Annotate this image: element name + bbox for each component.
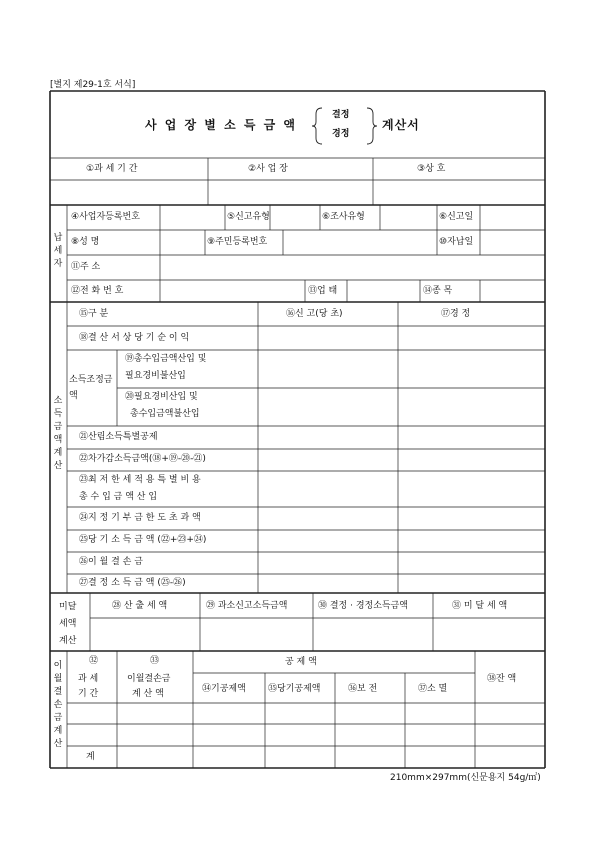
under-reported-label: ㉙ 과소신고소득금액 (206, 601, 288, 611)
title-option-correction: 경정 (332, 129, 350, 139)
loss-num: ㉝ (150, 656, 160, 666)
payment-date-label: ⑩자납일 (439, 237, 474, 247)
row-current-income: ㉕당 기 소 득 금 액 (㉒+㉓+㉔) (79, 535, 207, 545)
business-place-label: ②사 업 장 (248, 164, 288, 174)
form-number: [별지 제29-1호 서식] (50, 80, 136, 90)
unpaid-side-1: 미달 (59, 602, 77, 612)
tax-period-label: ①과 세 기 간 (86, 164, 138, 174)
row-donation-excess: ㉔지 정 기 부 금 한 도 초 과 액 (79, 513, 201, 523)
decided-corrected-label: ㉚ 결정 · 경정소득금액 (318, 601, 408, 611)
form-title: 사 업 장 별 소 득 금 액 (145, 118, 297, 132)
title-suffix: 계산서 (382, 118, 420, 132)
row-expense-exclusion: 필요경비불산입 (125, 371, 186, 381)
calculated-tax-label: ㉘ 산 출 세 액 (112, 601, 168, 611)
row-loss-carryforward: ㉖이 월 결 손 금 (79, 557, 143, 567)
trade-name-label: ③상 호 (417, 164, 446, 174)
adjustment-label: 소득조정금 액 (69, 375, 113, 401)
paper-size-note: 210mm×297mm(신문용지 54g/㎡) (390, 773, 541, 783)
current-deduction-label: ㉟당기공제액 (268, 684, 321, 694)
balance-label: ㊳잔 액 (487, 674, 517, 684)
unpaid-tax-label: ㉛ 미 달 세 액 (452, 601, 508, 611)
address-label: ⑪주 소 (71, 262, 101, 272)
row-minimum-tax: ㉓최 저 한 세 적 용 특 별 비 용 (79, 475, 201, 485)
preservation-label: ㊱보 전 (348, 684, 378, 694)
row-decided-income: ㉗결 정 소 득 금 액 (㉕-㉖) (79, 578, 186, 588)
row-adjusted-income: ㉒차가감소득금액(⑱+⑲-⑳-㉑) (79, 454, 206, 464)
row-income-exclusion: 총수입금액불산입 (130, 409, 200, 419)
col-classification: ⑮구 분 (79, 309, 109, 319)
extinction-label: ㊲소 멸 (418, 684, 448, 694)
loss-side-label: 이월결손금계산 (53, 661, 63, 749)
period-label-1: 과 세 (78, 674, 99, 684)
col-reported: ⑯신 고(당 초) (286, 309, 343, 319)
income-side-label: 소득금액계산 (53, 396, 63, 471)
report-date-label: ⑥신고일 (439, 212, 474, 222)
reg-no-label: ④사업자등록번호 (71, 212, 140, 222)
period-num: ㉜ (89, 656, 99, 666)
prior-deduction-label: ㉞기공제액 (202, 684, 246, 694)
col-corrected: ⑰경 정 (441, 309, 471, 319)
business-type-label: ⑬업 태 (308, 286, 338, 296)
category-label: ⑭종 목 (423, 286, 453, 296)
name-label: ⑧성 명 (71, 237, 100, 247)
row-expense-inclusion: ⑳필요경비산입 및 (125, 392, 198, 402)
row-net-income: ⑱결 산 서 상 당 기 순 이 익 (79, 333, 190, 343)
deduction-header: 공 제 액 (285, 657, 317, 667)
phone-label: ⑫전 화 번 호 (71, 286, 124, 296)
total-label: 계 (86, 752, 95, 762)
survey-type-label: ⑥조사유형 (322, 212, 365, 222)
unpaid-side-2: 세액 (59, 619, 77, 629)
row-income-inclusion: ⑲총수입금액산입 및 (125, 354, 207, 364)
row-forest-deduction: ㉑산림소득특별공제 (79, 432, 158, 442)
title-option-decision: 결정 (332, 110, 350, 120)
report-type-label: ⑤신고유형 (227, 212, 270, 222)
loss-label-2: 계 산 액 (132, 689, 164, 699)
row-minimum-tax-2: 총 수 입 금 액 산 입 (79, 492, 158, 502)
period-label-2: 기 간 (78, 689, 99, 699)
taxpayer-side-label: 납세자 (53, 233, 63, 269)
loss-label-1: 이월결손금 (127, 674, 171, 684)
resident-no-label: ⑨주민등록번호 (207, 237, 268, 247)
unpaid-side-3: 계산 (59, 636, 77, 646)
